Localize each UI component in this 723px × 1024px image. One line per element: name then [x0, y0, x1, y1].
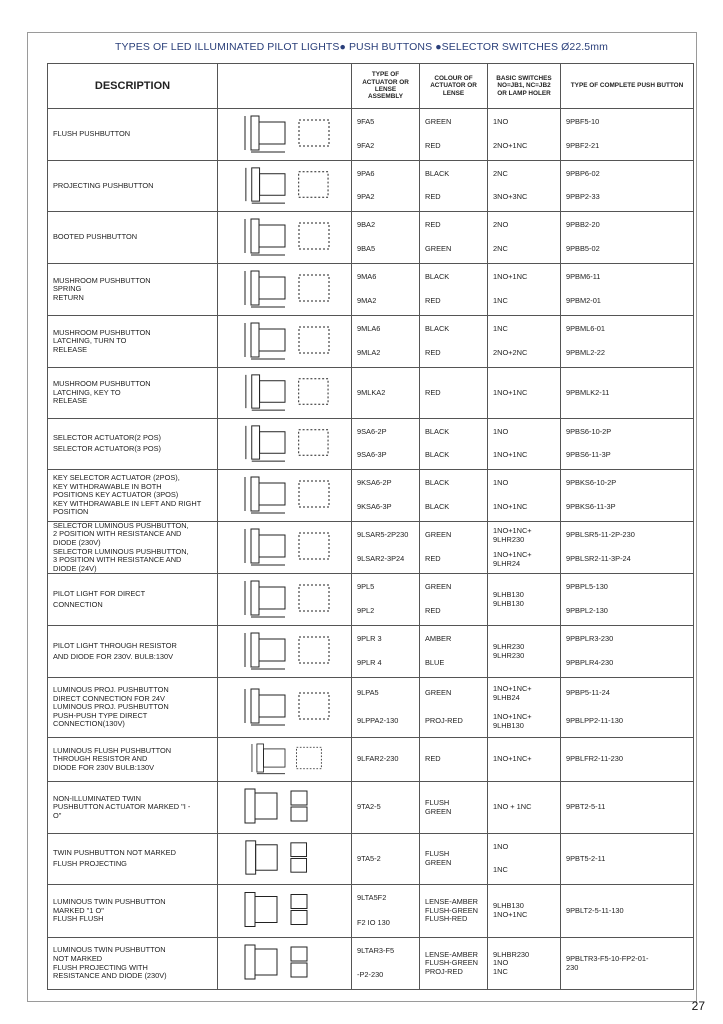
colour-text: RED [425, 296, 441, 306]
colour-text: FLUSH GREEN [425, 849, 452, 867]
complete-type-text: 9PBLFR2-11-230 [566, 754, 623, 764]
technical-drawing-icon [225, 886, 345, 933]
drawing-cell [218, 678, 352, 738]
switches-cell [488, 522, 561, 574]
drawing-cell [218, 212, 352, 264]
header-colour: COLOUR OF ACTUATOR OR LENSE [420, 64, 488, 109]
complete-type-text: 9PBLSR5-11-2P-230 [566, 530, 635, 540]
description-text: TWIN PUSHBUTTON NOT MARKED [53, 848, 176, 858]
colour-cell [420, 885, 488, 938]
actuator-cell [352, 834, 420, 885]
complete-type-text: 9PBB2-20 [566, 220, 600, 230]
colour-text: GREEN [425, 244, 452, 254]
switches-cell [488, 419, 561, 470]
technical-drawing-icon [225, 523, 345, 569]
actuator-cell [352, 626, 420, 678]
actuator-text: 9PA6 [357, 168, 375, 178]
colour-text: GREEN [425, 117, 452, 127]
complete-type-text: 9PBT5-2-11 [566, 853, 606, 863]
table-row [48, 885, 694, 938]
switches-text: 2NC [493, 168, 508, 178]
colour-cell [420, 678, 488, 738]
technical-drawing-icon [225, 471, 345, 517]
actuator-cell [352, 161, 420, 212]
switches-cell [488, 738, 561, 782]
colour-text: BLACK [425, 272, 450, 282]
colour-text: BLACK [425, 502, 450, 512]
colour-text: RED [425, 192, 441, 202]
complete-type-text: 9PBM6-11 [566, 272, 601, 282]
technical-drawing-icon [225, 739, 345, 777]
description-cell [48, 574, 218, 626]
complete-type-text: 9PBB5-02 [566, 244, 600, 254]
colour-text: RED [425, 348, 441, 358]
colour-text: GREEN [425, 530, 452, 540]
complete-type-cell [561, 212, 694, 264]
header-drawing [218, 64, 352, 109]
colour-text: BLACK [425, 168, 450, 178]
switches-cell [488, 626, 561, 678]
colour-text: LENSE-AMBER FLUSH-GREEN FLUSH-RED [425, 897, 478, 924]
drawing-cell [218, 470, 352, 522]
actuator-text: 9LFAR2-230 [357, 754, 399, 764]
description-text: SELECTOR LUMINOUS PUSHBUTTON, 2 POSITION WITH RESISTANCE AND DIODE (230V) SELECTOR LUMINOUS PUSHBUTTON, 3 POSITION WITH RESISTANCE AND DIODE (24V) [53, 520, 189, 573]
switches-cell [488, 782, 561, 834]
drawing-cell [218, 738, 352, 782]
complete-type-text: 9PBKS6-10-2P [566, 478, 617, 488]
table-row [48, 419, 694, 470]
switches-text: 1NO+1NC [493, 272, 528, 282]
description-cell [48, 938, 218, 990]
complete-type-cell [561, 316, 694, 368]
description-text: PILOT LIGHT FOR DIRECT [53, 588, 146, 598]
actuator-text: 9KSA6-2P [357, 478, 392, 488]
actuator-text: 9PLR 4 [357, 658, 382, 668]
complete-type-text: 9PBPL2-130 [566, 606, 608, 616]
description-text: AND DIODE FOR 230V. BULB:130V [53, 651, 174, 661]
complete-type-text: 9PBLT2-5-11-130 [566, 905, 624, 915]
actuator-cell [352, 109, 420, 161]
actuator-text: 9MLA2 [357, 348, 381, 358]
complete-type-text: 9PBF2-21 [566, 141, 600, 151]
colour-text: BLACK [425, 450, 450, 460]
colour-cell [420, 834, 488, 885]
colour-text: PROJ-RED [425, 716, 463, 726]
colour-cell [420, 522, 488, 574]
actuator-cell [352, 212, 420, 264]
colour-cell [420, 212, 488, 264]
complete-type-text: 9PBML2-22 [566, 348, 606, 358]
switches-text: 1NO [493, 841, 509, 851]
colour-text: GREEN [425, 688, 452, 698]
description-text: NON-ILLUMINATED TWIN PUSHBUTTON ACTUATOR MARKED "I - O" [53, 793, 191, 820]
description-cell [48, 316, 218, 368]
colour-text: RED [425, 754, 441, 764]
actuator-cell [352, 938, 420, 990]
table-row [48, 316, 694, 368]
description-cell [48, 419, 218, 470]
actuator-text: 9BA5 [357, 244, 376, 254]
switches-text: 2NO+1NC [493, 141, 528, 151]
description-cell [48, 368, 218, 419]
colour-cell [420, 161, 488, 212]
actuator-cell [352, 782, 420, 834]
table-row [48, 161, 694, 212]
drawing-cell [218, 834, 352, 885]
drawing-cell [218, 522, 352, 574]
actuator-text: 9PL5 [357, 582, 375, 592]
complete-type-text: 9PBP5-11-24 [566, 688, 610, 698]
switches-text: 2NO+2NC [493, 348, 528, 358]
actuator-text: 9SA6-2P [357, 426, 387, 436]
switches-text: 1NO+1NC+ 9LHB24 [493, 683, 532, 702]
switches-text: 2NO [493, 220, 509, 230]
description-cell [48, 885, 218, 938]
complete-type-text: 9PBKS6-11-3P [566, 502, 616, 512]
technical-drawing-icon [225, 162, 345, 207]
colour-cell [420, 264, 488, 316]
technical-drawing-icon [225, 939, 345, 985]
switches-cell [488, 368, 561, 419]
actuator-text: F2 IO 130 [357, 917, 390, 927]
colour-cell [420, 574, 488, 626]
actuator-text: 9MLA6 [357, 324, 381, 334]
colour-text: FLUSH GREEN [425, 797, 452, 816]
switches-text: 1NO+1NC [493, 502, 528, 512]
table-header-row [48, 64, 694, 109]
technical-drawing-icon [225, 627, 345, 673]
table-row [48, 626, 694, 678]
colour-cell [420, 368, 488, 419]
technical-drawing-icon [225, 317, 345, 363]
description-text: LUMINOUS FLUSH PUSHBUTTON THROUGH RESISTOR AND DIODE FOR 230V BULB:130V [53, 745, 172, 772]
colour-text: BLACK [425, 478, 450, 488]
page-number: 27 [691, 999, 705, 1013]
description-text: LUMINOUS TWIN PUSHBUTTON MARKED "1 O" FLUSH FLUSH [53, 897, 166, 924]
actuator-text: 9LPPA2-130 [357, 716, 399, 726]
actuator-text: 9LTAR3-F5 [357, 946, 395, 956]
actuator-text: 9KSA6-3P [357, 502, 392, 512]
complete-type-cell [561, 264, 694, 316]
complete-type-cell [561, 782, 694, 834]
complete-type-cell [561, 738, 694, 782]
description-cell [48, 782, 218, 834]
complete-type-text: 9PBLSR2-11-3P-24 [566, 554, 631, 564]
switches-text: 9LHB130 1NO+1NC [493, 901, 528, 919]
switches-text: 1NC [493, 296, 508, 306]
switches-cell [488, 678, 561, 738]
description-cell [48, 470, 218, 522]
description-text: BOOTED PUSHBUTTON [53, 232, 138, 242]
actuator-text: 9LPA5 [357, 688, 379, 698]
complete-type-cell [561, 470, 694, 522]
switches-cell [488, 885, 561, 938]
drawing-cell [218, 574, 352, 626]
table-row [48, 368, 694, 419]
drawing-cell [218, 161, 352, 212]
table-row [48, 938, 694, 990]
technical-drawing-icon [225, 110, 345, 156]
drawing-cell [218, 264, 352, 316]
switches-text: 1NO [493, 426, 509, 436]
colour-cell [420, 626, 488, 678]
complete-type-cell [561, 522, 694, 574]
switches-text: 1NO [493, 117, 509, 127]
actuator-text: 9PL2 [357, 606, 375, 616]
colour-cell [420, 938, 488, 990]
complete-type-cell [561, 834, 694, 885]
drawing-cell [218, 626, 352, 678]
drawing-cell [218, 885, 352, 938]
colour-text: BLACK [425, 324, 450, 334]
description-text: MUSHROOM PUSHBUTTON LATCHING, TURN TO RELEASE [53, 327, 151, 354]
complete-type-text: 9PBF5-10 [566, 117, 600, 127]
actuator-cell [352, 264, 420, 316]
complete-type-text: 9PBT2-5-11 [566, 802, 606, 812]
colour-cell [420, 316, 488, 368]
complete-type-cell [561, 419, 694, 470]
table-row [48, 738, 694, 782]
description-cell [48, 738, 218, 782]
switches-text: 9LHBR230 1NO 1NC [493, 949, 530, 976]
actuator-text: -P2-230 [357, 970, 384, 980]
complete-type-text: 9PBML6-01 [566, 324, 606, 334]
switches-text: 1NO+1NC [493, 387, 528, 397]
complete-type-text: 9PBPLR3-230 [566, 634, 614, 644]
switches-cell [488, 161, 561, 212]
actuator-cell [352, 368, 420, 419]
description-cell [48, 264, 218, 316]
actuator-cell [352, 678, 420, 738]
switches-text: 1NO + 1NC [493, 802, 532, 812]
colour-cell [420, 109, 488, 161]
actuator-cell [352, 738, 420, 782]
switches-text: 1NO+1NC+ 9LHR230 [493, 525, 532, 544]
complete-type-text: 9PBS6-11-3P [566, 450, 611, 460]
technical-drawing-icon [225, 575, 345, 621]
description-cell [48, 212, 218, 264]
table-row [48, 212, 694, 264]
switches-cell [488, 834, 561, 885]
actuator-text: 9PA2 [357, 192, 375, 202]
technical-drawing-icon [225, 420, 345, 465]
actuator-cell [352, 885, 420, 938]
actuator-text: 9MLKA2 [357, 387, 386, 397]
complete-type-cell [561, 161, 694, 212]
complete-type-text: 9PBPL5-130 [566, 582, 608, 592]
colour-text: LENSE-AMBER FLUSH-GREEN PROJ-RED [425, 949, 478, 976]
switches-text: 3NO+3NC [493, 192, 528, 202]
description-text: FLUSH PUSHBUTTON [53, 129, 131, 139]
switches-cell [488, 264, 561, 316]
description-cell [48, 834, 218, 885]
actuator-text: 9PLR 3 [357, 634, 382, 644]
switches-text: 9LHR230 9LHR230 [493, 641, 525, 660]
colour-text: AMBER [425, 634, 452, 644]
colour-text: GREEN [425, 582, 452, 592]
description-text: LUMINOUS TWIN PUSHBUTTON NOT MARKED FLUSH PROJECTING WITH RESISTANCE AND DIODE (230V) [53, 945, 167, 981]
complete-type-text: 9PBLTR3-F5-10-FP2-01- 230 [566, 953, 649, 972]
colour-cell [420, 782, 488, 834]
description-text: CONNECTION [53, 599, 103, 609]
complete-type-text: 9PBM2-01 [566, 296, 601, 306]
description-text: SELECTOR ACTUATOR(3 POS) [53, 444, 162, 453]
table-row [48, 834, 694, 885]
description-text: PILOT LIGHT THROUGH RESISTOR [53, 640, 177, 650]
header-description: DESCRIPTION [48, 64, 218, 109]
switches-cell [488, 938, 561, 990]
drawing-cell [218, 938, 352, 990]
drawing-cell [218, 109, 352, 161]
complete-type-text: 9PBP6-02 [566, 168, 600, 178]
switches-text: 1NO+1NC+ 9LHB130 [493, 711, 532, 730]
header-switches: BASIC SWITCHES NO=JB1, NC=JB2 OR LAMP HOLER [488, 64, 561, 109]
complete-type-cell [561, 626, 694, 678]
description-text: SELECTOR ACTUATOR(2 POS) [53, 433, 162, 443]
actuator-text: 9BA2 [357, 220, 376, 230]
description-text: LUMINOUS PROJ. PUSHBUTTON DIRECT CONNECTION FOR 24V LUMINOUS PROJ. PUSHBUTTON PUSH-PUSH TYPE DIRECT CONNECTION(130V) [53, 685, 169, 729]
technical-drawing-icon [225, 265, 345, 311]
actuator-text: 9MA2 [357, 296, 377, 306]
actuator-text: 9MA6 [357, 272, 377, 282]
colour-text: BLUE [425, 658, 445, 668]
colour-text: RED [425, 220, 441, 230]
description-text: FLUSH PROJECTING [53, 859, 127, 868]
actuator-cell [352, 470, 420, 522]
drawing-cell [218, 419, 352, 470]
technical-drawing-icon [225, 783, 345, 829]
table-row [48, 264, 694, 316]
actuator-cell [352, 419, 420, 470]
description-cell [48, 626, 218, 678]
drawing-cell [218, 316, 352, 368]
table-row [48, 678, 694, 738]
complete-type-cell [561, 885, 694, 938]
table-row [48, 574, 694, 626]
technical-drawing-icon [225, 679, 345, 733]
complete-type-text: 9PBS6-10-2P [566, 426, 612, 436]
product-table [47, 63, 694, 990]
actuator-text: 9FA5 [357, 117, 375, 127]
drawing-cell [218, 782, 352, 834]
colour-text: RED [425, 606, 441, 616]
colour-text: BLACK [425, 426, 450, 436]
switches-cell [488, 109, 561, 161]
complete-type-cell [561, 368, 694, 419]
actuator-text: 9LSAR5-2P230 [357, 530, 409, 540]
drawing-cell [218, 368, 352, 419]
switches-text: 9LHB130 9LHB130 [493, 589, 524, 608]
colour-text: RED [425, 141, 441, 151]
complete-type-text: 9PBP2-33 [566, 192, 600, 202]
table-row [48, 470, 694, 522]
actuator-cell [352, 574, 420, 626]
colour-cell [420, 738, 488, 782]
actuator-cell [352, 522, 420, 574]
colour-text: RED [425, 554, 441, 564]
switches-text: 1NO [493, 478, 509, 488]
switches-text: 1NC [493, 865, 508, 875]
complete-type-cell [561, 109, 694, 161]
complete-type-cell [561, 678, 694, 738]
technical-drawing-icon [225, 835, 345, 880]
header-complete: TYPE OF COMPLETE PUSH BUTTON [561, 64, 694, 109]
colour-cell [420, 470, 488, 522]
complete-type-cell [561, 574, 694, 626]
table-row [48, 109, 694, 161]
switches-cell [488, 212, 561, 264]
actuator-text: 9TA2-5 [357, 802, 381, 812]
switches-text: 1NC [493, 324, 508, 334]
description-text: PROJECTING PUSHBUTTON [53, 180, 154, 190]
actuator-text: 9LTA5F2 [357, 893, 387, 903]
complete-type-cell [561, 938, 694, 990]
switches-text: 1NO+1NC+ 9LHR24 [493, 549, 532, 568]
switches-cell [488, 316, 561, 368]
technical-drawing-icon [225, 369, 345, 414]
description-cell [48, 678, 218, 738]
actuator-text: 9SA6-3P [357, 450, 387, 460]
complete-type-text: 9PBMLK2-11 [566, 387, 610, 397]
switches-text: 1NO+1NC [493, 450, 528, 460]
description-text: KEY SELECTOR ACTUATOR (2POS), KEY WITHDRAWABLE IN BOTH POSITIONS KEY ACTUATOR (3POS) KEY WITHDRAWABLE IN LEFT AND RIGHT POSITION [53, 473, 202, 517]
actuator-text: 9LSAR2-3P24 [357, 554, 405, 564]
description-cell [48, 522, 218, 574]
complete-type-text: 9PBLPP2-11-130 [566, 716, 623, 726]
colour-text: RED [425, 387, 441, 397]
switches-text: 1NO+1NC+ [493, 754, 532, 764]
table-row [48, 522, 694, 574]
complete-type-text: 9PBPLR4-230 [566, 658, 614, 668]
page-title: TYPES OF LED ILLUMINATED PILOT LIGHTS● PUSH BUTTONS ●SELECTOR SWITCHES Ø22.5mm [115, 41, 608, 53]
description-cell [48, 161, 218, 212]
description-text: MUSHROOM PUSHBUTTON SPRING RETURN [53, 275, 151, 302]
actuator-text: 9TA5-2 [357, 853, 381, 863]
colour-cell [420, 419, 488, 470]
switches-text: 2NC [493, 244, 508, 254]
actuator-text: 9FA2 [357, 141, 375, 151]
switches-cell [488, 470, 561, 522]
header-actuator: TYPE OF ACTUATOR OR LENSE ASSEMBLY [352, 64, 420, 109]
table-row [48, 782, 694, 834]
actuator-cell [352, 316, 420, 368]
description-cell [48, 109, 218, 161]
switches-cell [488, 574, 561, 626]
description-text: MUSHROOM PUSHBUTTON LATCHING, KEY TO RELEASE [53, 379, 151, 406]
technical-drawing-icon [225, 213, 345, 259]
